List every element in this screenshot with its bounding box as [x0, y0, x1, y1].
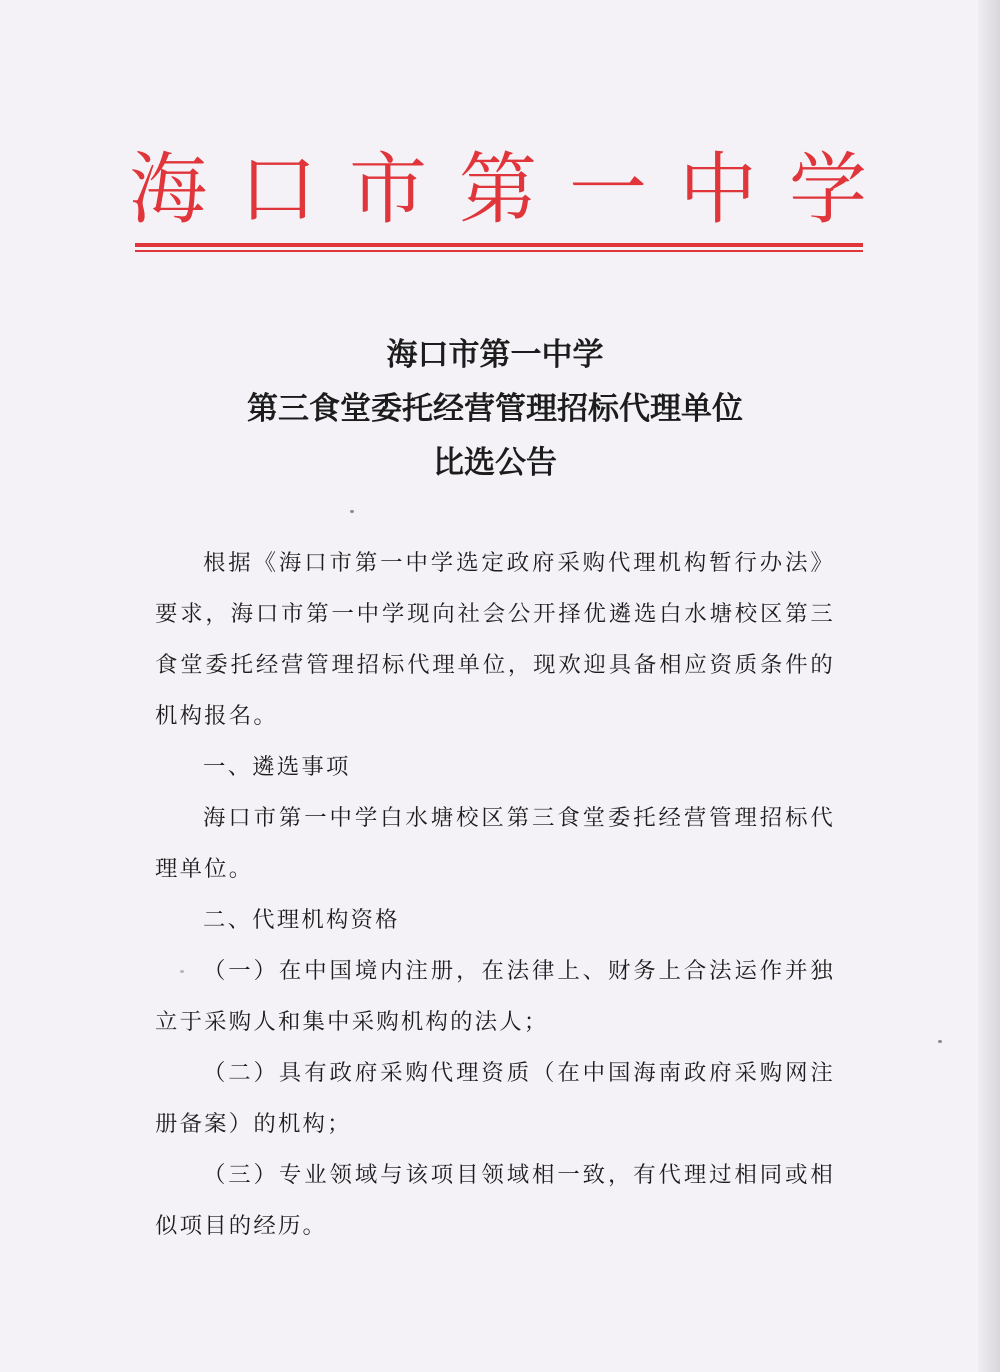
letterhead-char: 海: [128, 145, 207, 235]
letterhead-school-name: [128, 145, 868, 235]
section-1-heading: 一、遴选事项: [203, 754, 351, 780]
letterhead-rule-thin: [135, 250, 863, 252]
document-body: [155, 538, 835, 1252]
scan-speck: [938, 1040, 942, 1043]
title-line-1: 海口市第一中学: [386, 337, 604, 373]
qualification-item-3: （三）专业领域与该项目领域相一致，有代理过相同或相似项目的经历。: [155, 1162, 835, 1239]
title-line-3: 比选公告: [433, 445, 557, 481]
intro-paragraph: 根据《海口市第一中学选定政府采购代理机构暂行办法》要求，海口市第一中学现向社会公开择优遴选白水塘校区第三食堂委托经营管理招标代理单位，现欢迎具备相应资质条件的机构报名。: [155, 550, 835, 729]
scan-speck: [350, 510, 354, 513]
letterhead-char: 口: [238, 145, 317, 235]
qualification-item-1: （一）在中国境内注册，在法律上、财务上合法运作并独立于采购人和集中采购机构的法人；: [155, 958, 835, 1035]
scan-speck: [180, 970, 184, 973]
letterhead-char: 一: [568, 145, 647, 235]
page-edge-shadow: [978, 0, 1000, 1372]
section-2-heading: 二、代理机构资格: [203, 907, 400, 933]
letterhead-rule-thick: [135, 243, 863, 247]
document-title: [100, 328, 890, 490]
letterhead-char: 市: [348, 145, 427, 235]
section-1-text: 海口市第一中学白水塘校区第三食堂委托经营管理招标代理单位。: [155, 805, 835, 882]
letterhead-char: 第: [458, 145, 537, 235]
title-line-2: 第三食堂委托经营管理招标代理单位: [247, 391, 743, 427]
letterhead-char: 中: [678, 145, 757, 235]
qualification-item-2: （二）具有政府采购代理资质（在中国海南政府采购网注册备案）的机构；: [155, 1060, 835, 1137]
letterhead-char: 学: [788, 145, 867, 235]
